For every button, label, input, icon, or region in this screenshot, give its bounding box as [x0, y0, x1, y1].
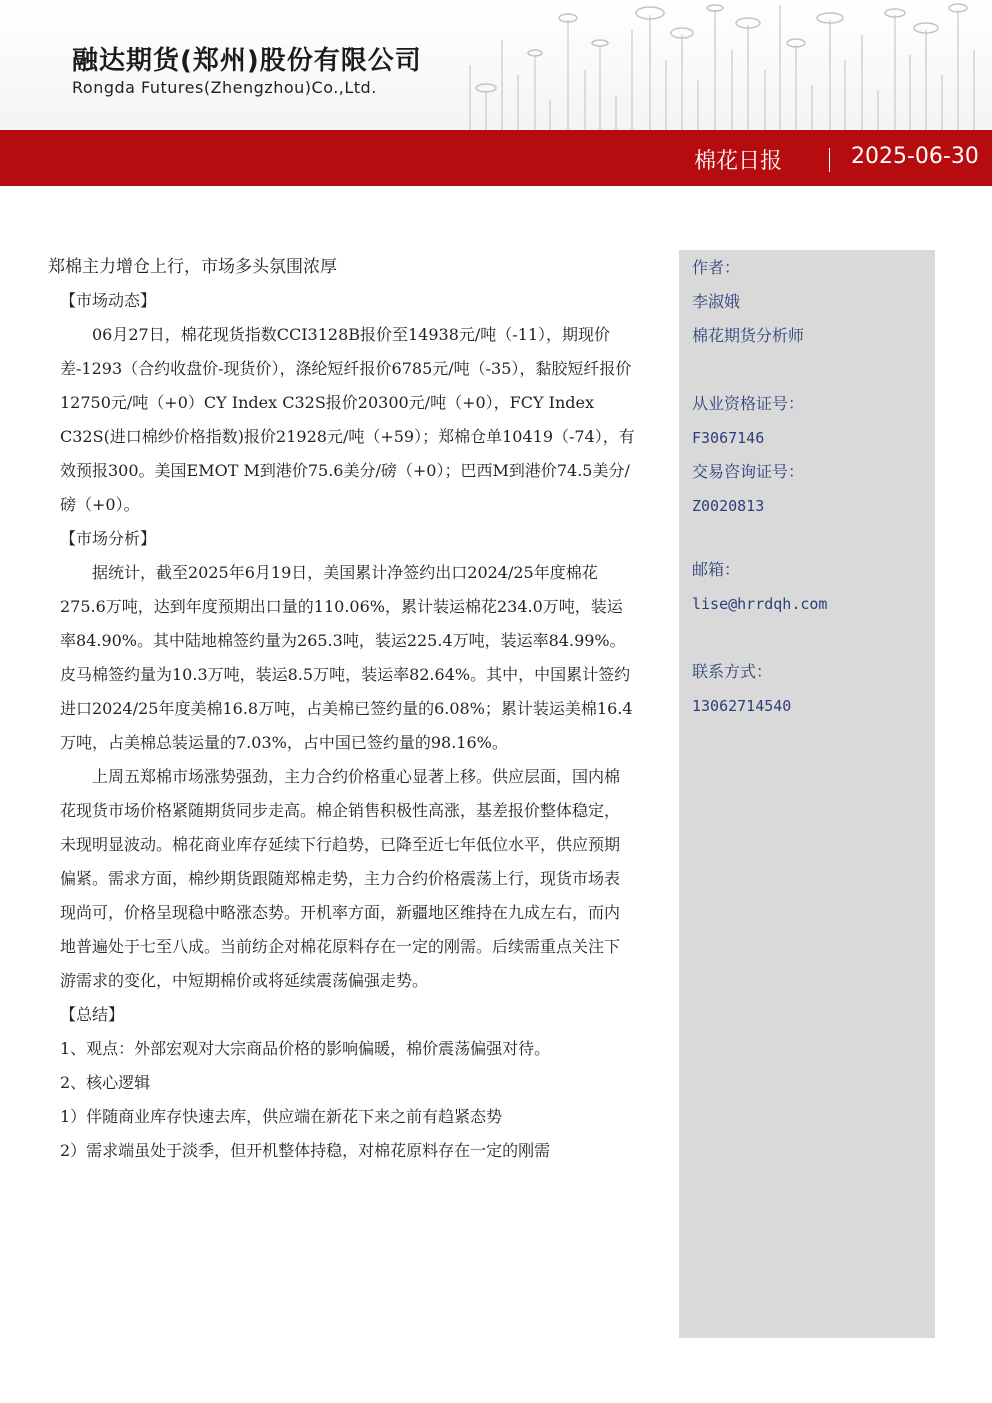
- author-title: 棉花期货分析师: [692, 326, 805, 345]
- article-headline: 郑棉主力增仓上行，市场多头氛围浓厚: [48, 257, 337, 277]
- market-dynamics-title: 【市场动态】: [60, 291, 157, 310]
- summary-logic-1: 1）伴随商业库存快速去库，供应端在新花下来之前有趋紧态势: [60, 1107, 503, 1126]
- summary-view: 1、观点：外部宏观对大宗商品价格的影响偏暖，棉价震荡偏强对待。: [60, 1039, 551, 1058]
- summary-logic-2: 2）需求端虽处于淡季，但开机整体持稳，对棉花原料存在一定的刚需: [60, 1141, 551, 1160]
- qualification-number: F3067146: [692, 429, 765, 447]
- title-separator: [829, 148, 830, 172]
- article-body: [48, 250, 635, 1168]
- consult-number: Z0020813: [692, 497, 765, 515]
- header-decoration: [440, 0, 992, 130]
- report-title: 棉花日报: [694, 149, 783, 174]
- report-date: 2025-06-30: [851, 144, 979, 169]
- author-sidebar: [679, 250, 935, 1338]
- company-name-cn: 融达期货(郑州)股份有限公司: [72, 46, 422, 76]
- market-dynamics-text: 06月27日，棉花现货指数CCI3128B报价至14938元/吨（-11），期现价差-1293（合约收盘价-现货价），涤纶短纤报价6785元/吨（-35），黏胶短纤报价12750元/吨（+0）CY Index C32S报价20300元/吨（+0），FCY Index C32S(进口棉纱价格指数)报价21928元/吨（+59）；郑棉仓单10419（-74），有效预报300。美国EMOT M到港价75.6美分/磅（+0）；巴西M到港价74.5美分/磅（+0）。: [60, 325, 635, 514]
- qualification-label: 从业资格证号：: [692, 394, 805, 413]
- email-value[interactable]: lise@hrrdqh.com: [692, 595, 828, 613]
- report-header: [0, 0, 992, 130]
- market-analysis-paragraph-2: 上周五郑棉市场涨势强劲，主力合约价格重心显著上移。供应层面，国内棉花现货市场价格紧随期货同步走高。棉企销售积极性高涨，基差报价整体稳定，未现明显波动。棉花商业库存延续下行趋势，已降至近七年低位水平，供应预期偏紧。需求方面，棉纱期货跟随郑棉走势，主力合约价格震荡上行，现货市场表现尚可，价格呈现稳中略涨态势。开机率方面，新疆地区维持在九成左右，而内地普遍处于七至八成。当前纺企对棉花原料存在一定的刚需。后续需重点关注下游需求的变化，中短期棉价或将延续震荡偏强走势。: [60, 767, 621, 990]
- market-analysis-title: 【市场分析】: [60, 529, 157, 548]
- market-analysis-paragraph-1: 据统计，截至2025年6月19日，美国累计净签约出口2024/25年度棉花275.6万吨，达到年度预期出口量的110.06%，累计装运棉花234.0万吨，装运率84.90%。其中陆地棉签约量为265.3吨，装运225.4万吨，装运率84.99%。皮马棉签约量为10.3万吨，装运8.5万吨，装运率82.64%。其中，中国累计签约进口2024/25年度美棉16.8万吨，占美棉已签约量的6.08%；累计装运美棉16.4万吨，占美棉总装运量的7.03%，占中国已签约量的98.16%。: [60, 563, 633, 752]
- summary-title: 【总结】: [60, 1005, 125, 1024]
- company-name-en: Rongda Futures(Zhengzhou)Co.,Ltd.: [72, 78, 377, 97]
- author-label: 作者：: [692, 258, 741, 277]
- contact-label: 联系方式：: [692, 662, 773, 681]
- consult-label: 交易咨询证号：: [692, 462, 805, 481]
- author-name: 李淑娥: [692, 292, 741, 311]
- summary-logic-title: 2、核心逻辑: [60, 1073, 151, 1092]
- phone-value: 13062714540: [692, 697, 792, 715]
- email-label: 邮箱：: [692, 560, 741, 579]
- title-band: [0, 130, 992, 186]
